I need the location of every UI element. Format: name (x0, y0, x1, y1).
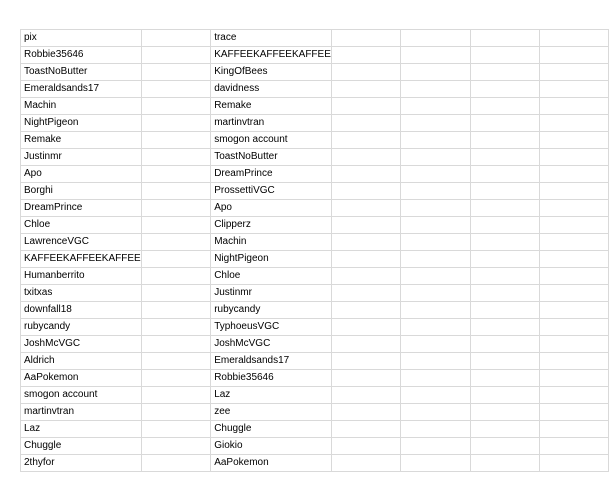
table-cell[interactable] (470, 166, 539, 183)
table-cell[interactable] (540, 64, 609, 81)
table-row (21, 336, 609, 353)
table-cell[interactable] (141, 285, 210, 302)
table-cell[interactable] (141, 455, 210, 472)
table-row (21, 183, 609, 200)
table-cell[interactable]: LawrenceVGC (21, 234, 142, 251)
table-cell[interactable] (141, 251, 210, 268)
spreadsheet-body (21, 30, 609, 472)
table-row (21, 302, 609, 319)
table-cell[interactable]: txitxas (21, 285, 142, 302)
table-cell[interactable] (141, 47, 210, 64)
table-cell[interactable]: 2thyfor (21, 455, 142, 472)
table-cell[interactable] (540, 285, 609, 302)
table-cell[interactable] (141, 30, 210, 47)
table-cell[interactable]: KingOfBees (211, 64, 332, 81)
table-cell[interactable]: Remake (21, 132, 142, 149)
table-cell[interactable] (331, 217, 400, 234)
table-row (21, 438, 609, 455)
table-cell[interactable] (401, 455, 470, 472)
table-cell[interactable] (470, 268, 539, 285)
table-cell[interactable] (401, 421, 470, 438)
table-cell[interactable] (331, 421, 400, 438)
table-cell[interactable]: Robbie35646 (211, 370, 332, 387)
table-cell[interactable] (331, 455, 400, 472)
table-cell[interactable] (540, 302, 609, 319)
table-cell[interactable] (401, 132, 470, 149)
table-cell[interactable]: Laz (211, 387, 332, 404)
table-row (21, 370, 609, 387)
table-cell[interactable] (331, 149, 400, 166)
table-cell[interactable] (540, 200, 609, 217)
table-cell[interactable] (401, 115, 470, 132)
table-cell[interactable] (141, 166, 210, 183)
table-row (21, 234, 609, 251)
table-cell[interactable]: AaPokemon (211, 455, 332, 472)
table-cell[interactable] (331, 319, 400, 336)
table-cell[interactable] (540, 81, 609, 98)
table-cell[interactable] (331, 183, 400, 200)
table-cell[interactable] (331, 47, 400, 64)
table-cell[interactable]: martinvtran (21, 404, 142, 421)
table-row (21, 30, 609, 47)
table-cell[interactable] (401, 200, 470, 217)
table-cell[interactable] (141, 336, 210, 353)
table-cell[interactable] (470, 387, 539, 404)
table-cell[interactable]: Remake (211, 98, 332, 115)
table-cell[interactable] (401, 438, 470, 455)
table-cell[interactable] (141, 200, 210, 217)
table-cell[interactable] (331, 64, 400, 81)
table-cell[interactable]: Apo (211, 200, 332, 217)
table-cell[interactable] (401, 234, 470, 251)
table-cell[interactable]: ProssettiVGC (211, 183, 332, 200)
table-cell[interactable] (470, 438, 539, 455)
table-cell[interactable] (470, 455, 539, 472)
table-cell[interactable]: ToastNoButter (211, 149, 332, 166)
table-cell[interactable]: Aldrich (21, 353, 142, 370)
table-cell[interactable] (401, 268, 470, 285)
table-cell[interactable] (470, 353, 539, 370)
table-cell[interactable] (540, 47, 609, 64)
table-row (21, 200, 609, 217)
table-cell[interactable] (331, 387, 400, 404)
table-cell[interactable] (470, 183, 539, 200)
table-cell[interactable]: Chuggle (211, 421, 332, 438)
table-cell[interactable] (540, 234, 609, 251)
table-cell[interactable] (401, 98, 470, 115)
table-cell[interactable]: ToastNoButter (21, 64, 142, 81)
table-row (21, 47, 609, 64)
table-cell[interactable] (401, 336, 470, 353)
table-cell[interactable]: smogon account (211, 132, 332, 149)
table-cell[interactable]: Machin (21, 98, 142, 115)
table-cell[interactable] (401, 64, 470, 81)
table-cell[interactable] (401, 217, 470, 234)
table-cell[interactable] (540, 404, 609, 421)
table-row (21, 81, 609, 98)
table-cell[interactable] (401, 149, 470, 166)
table-cell[interactable] (141, 302, 210, 319)
table-cell[interactable]: Laz (21, 421, 142, 438)
table-cell[interactable] (141, 370, 210, 387)
table-cell[interactable] (540, 132, 609, 149)
table-row (21, 217, 609, 234)
table-cell[interactable]: Humanberrito (21, 268, 142, 285)
table-cell[interactable] (540, 336, 609, 353)
table-cell[interactable] (401, 387, 470, 404)
table-cell[interactable] (470, 421, 539, 438)
table-cell[interactable] (470, 132, 539, 149)
table-cell[interactable] (470, 149, 539, 166)
table-cell[interactable] (401, 166, 470, 183)
table-cell[interactable] (331, 30, 400, 47)
table-row (21, 319, 609, 336)
table-cell[interactable] (401, 81, 470, 98)
table-cell[interactable] (401, 370, 470, 387)
table-cell[interactable] (401, 251, 470, 268)
table-cell[interactable] (401, 353, 470, 370)
table-cell[interactable] (141, 183, 210, 200)
table-cell[interactable]: Emeraldsands17 (211, 353, 332, 370)
table-cell[interactable]: Clipperz (211, 217, 332, 234)
table-cell[interactable]: Emeraldsands17 (21, 81, 142, 98)
table-cell[interactable]: DreamPrince (211, 166, 332, 183)
table-cell[interactable] (540, 455, 609, 472)
table-cell[interactable]: pix (21, 30, 142, 47)
table-row (21, 98, 609, 115)
table-cell[interactable] (331, 370, 400, 387)
table-cell[interactable]: Justinmr (21, 149, 142, 166)
table-cell[interactable] (141, 132, 210, 149)
table-cell[interactable] (141, 217, 210, 234)
table-cell[interactable]: martinvtran (211, 115, 332, 132)
table-cell[interactable] (540, 251, 609, 268)
table-cell[interactable] (141, 98, 210, 115)
table-cell[interactable]: Borghi (21, 183, 142, 200)
table-cell[interactable] (141, 149, 210, 166)
table-cell[interactable]: TyphoeusVGC (211, 319, 332, 336)
table-cell[interactable]: smogon account (21, 387, 142, 404)
table-cell[interactable] (470, 115, 539, 132)
table-row (21, 268, 609, 285)
table-cell[interactable]: Machin (211, 234, 332, 251)
table-cell[interactable] (470, 302, 539, 319)
table-cell[interactable] (331, 251, 400, 268)
table-cell[interactable]: Giokio (211, 438, 332, 455)
table-cell[interactable]: JoshMcVGC (21, 336, 142, 353)
table-cell[interactable] (540, 183, 609, 200)
table-cell[interactable] (141, 319, 210, 336)
table-cell[interactable] (331, 98, 400, 115)
table-cell[interactable]: davidness (211, 81, 332, 98)
table-cell[interactable] (141, 387, 210, 404)
table-cell[interactable] (141, 353, 210, 370)
table-cell[interactable] (141, 234, 210, 251)
table-cell[interactable] (470, 319, 539, 336)
table-cell[interactable]: Chuggle (21, 438, 142, 455)
table-cell[interactable]: rubycandy (21, 319, 142, 336)
table-cell[interactable] (540, 387, 609, 404)
table-row (21, 149, 609, 166)
table-row (21, 132, 609, 149)
table-cell[interactable] (331, 132, 400, 149)
table-row (21, 421, 609, 438)
table-cell[interactable]: Chloe (211, 268, 332, 285)
table-cell[interactable] (401, 47, 470, 64)
table-cell[interactable] (540, 149, 609, 166)
table-cell[interactable]: trace (211, 30, 332, 47)
table-cell[interactable] (401, 285, 470, 302)
table-cell[interactable] (331, 336, 400, 353)
table-cell[interactable] (540, 115, 609, 132)
table-cell[interactable] (401, 183, 470, 200)
table-cell[interactable] (141, 81, 210, 98)
table-cell[interactable] (141, 64, 210, 81)
table-cell[interactable] (470, 251, 539, 268)
table-cell[interactable] (401, 404, 470, 421)
table-cell[interactable] (331, 200, 400, 217)
table-cell[interactable]: downfall18 (21, 302, 142, 319)
table-cell[interactable]: JoshMcVGC (211, 336, 332, 353)
table-cell[interactable]: NightPigeon (21, 115, 142, 132)
table-cell[interactable] (540, 166, 609, 183)
table-cell[interactable] (470, 404, 539, 421)
table-cell[interactable] (141, 404, 210, 421)
table-row (21, 285, 609, 302)
table-cell[interactable] (331, 404, 400, 421)
table-cell[interactable] (141, 421, 210, 438)
table-cell[interactable]: rubycandy (211, 302, 332, 319)
table-cell[interactable]: Chloe (21, 217, 142, 234)
table-cell[interactable] (470, 234, 539, 251)
table-cell[interactable] (331, 438, 400, 455)
table-cell[interactable]: AaPokemon (21, 370, 142, 387)
table-cell[interactable]: NightPigeon (211, 251, 332, 268)
table-cell[interactable] (401, 30, 470, 47)
table-cell[interactable] (540, 30, 609, 47)
table-cell[interactable]: Justinmr (211, 285, 332, 302)
table-cell[interactable] (470, 217, 539, 234)
table-cell[interactable] (331, 268, 400, 285)
table-cell[interactable] (331, 353, 400, 370)
table-cell[interactable] (540, 319, 609, 336)
table-cell[interactable] (331, 81, 400, 98)
spreadsheet-table (20, 29, 609, 472)
table-cell[interactable]: KAFFEEKAFFEEKAFFEE (211, 47, 332, 64)
table-cell[interactable] (540, 268, 609, 285)
table-row (21, 115, 609, 132)
table-cell[interactable] (470, 370, 539, 387)
table-cell[interactable]: zee (211, 404, 332, 421)
table-row (21, 387, 609, 404)
table-cell[interactable] (331, 285, 400, 302)
table-cell[interactable] (540, 217, 609, 234)
table-cell[interactable] (470, 64, 539, 81)
table-cell[interactable] (470, 336, 539, 353)
table-cell[interactable]: Robbie35646 (21, 47, 142, 64)
table-cell[interactable] (470, 47, 539, 64)
table-cell[interactable] (470, 200, 539, 217)
table-cell[interactable] (540, 353, 609, 370)
table-cell[interactable] (141, 438, 210, 455)
table-cell[interactable] (540, 421, 609, 438)
table-row (21, 64, 609, 81)
table-row (21, 251, 609, 268)
table-row (21, 404, 609, 421)
table-cell[interactable] (540, 438, 609, 455)
table-cell[interactable] (331, 115, 400, 132)
table-cell[interactable] (331, 302, 400, 319)
table-cell[interactable]: KAFFEEKAFFEEKAFFEE (21, 251, 142, 268)
table-cell[interactable] (331, 234, 400, 251)
table-row (21, 455, 609, 472)
table-cell[interactable]: DreamPrince (21, 200, 142, 217)
table-cell[interactable] (470, 98, 539, 115)
table-cell[interactable] (141, 115, 210, 132)
table-cell[interactable] (540, 98, 609, 115)
table-cell[interactable] (401, 319, 470, 336)
table-cell[interactable] (540, 370, 609, 387)
table-cell[interactable] (470, 285, 539, 302)
table-cell[interactable] (470, 81, 539, 98)
table-cell[interactable] (401, 302, 470, 319)
table-row (21, 353, 609, 370)
table-cell[interactable] (470, 30, 539, 47)
table-cell[interactable] (141, 268, 210, 285)
table-cell[interactable] (331, 166, 400, 183)
table-cell[interactable]: Apo (21, 166, 142, 183)
table-row (21, 166, 609, 183)
